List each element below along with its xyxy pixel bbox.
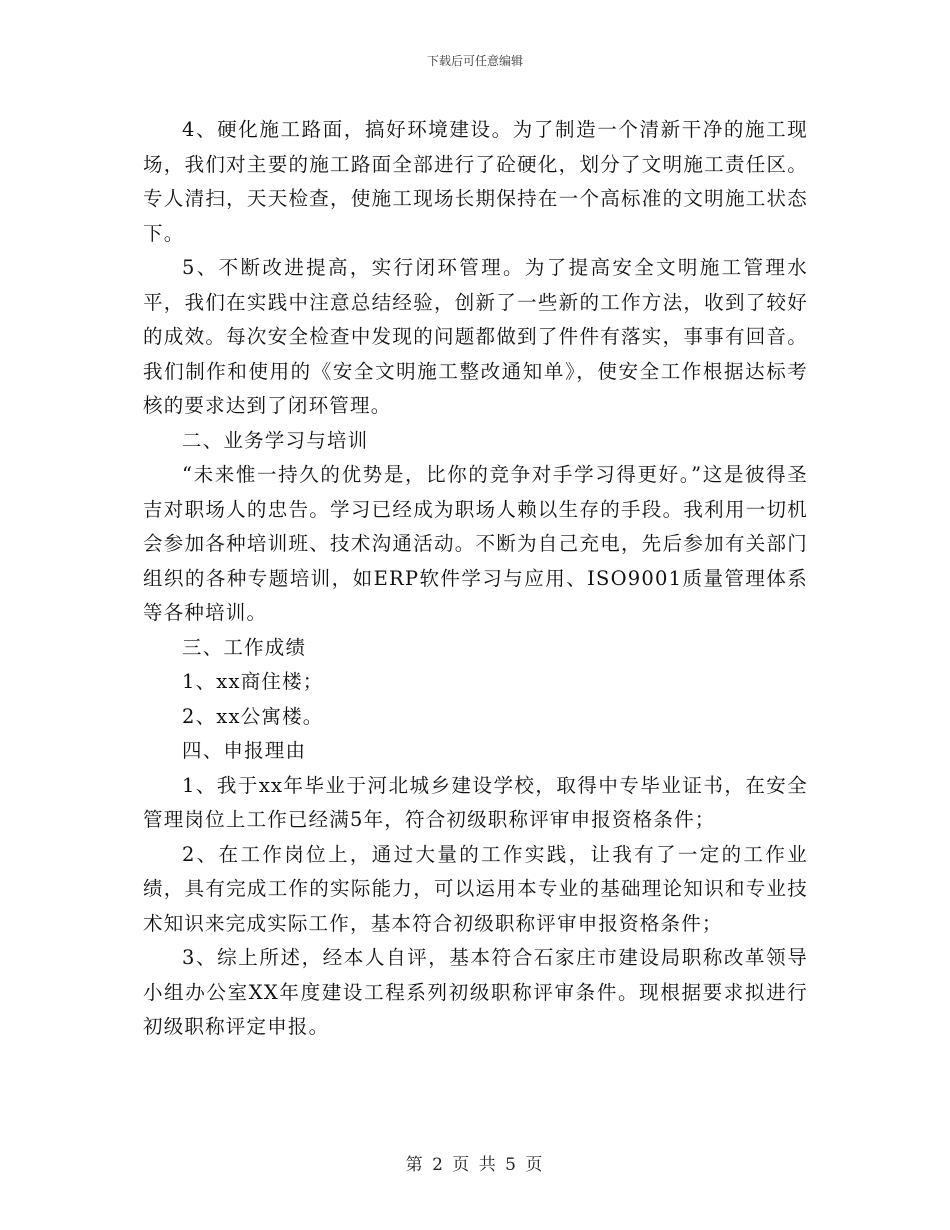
page-header-note: 下载后可任意编辑 — [426, 54, 523, 68]
paragraph-reason-3: 3、综上所述，经本人自评，基本符合石家庄市建设局职称改革领导小组办公室XX年度建设工程系列初级职称评审条件。现根据要求拟进行初级职称评定申报。 — [143, 946, 808, 1038]
paragraph-pavement: 4、硬化施工路面，搞好环境建设。为了制造一个清新干净的施工现场，我们对主要的施工路面全部进行了砼硬化，划分了文明施工责任区。专人清扫，天天检查，使施工现场长期保持在一个高标准的文明施工状态下。 — [143, 118, 808, 245]
page-number: 第 2 页 共 5 页 — [405, 1155, 545, 1175]
list-item-achievement-2: 2、xx公寓楼。 — [182, 704, 324, 728]
document-body — [143, 113, 808, 1045]
paragraph-training: “未来惟一持久的优势是，比你的竞争对手学习得更好。”这是彼得圣吉对职场人的忠告。学习已经成为职场人赖以生存的手段。我利用一切机会参加各种培训班、技术沟通活动。不断为自己充电，先后参加有关部门组织的各种专题培训，如ERP软件学习与应用、ISO9001质量管理体系等各种培训。 — [143, 463, 808, 624]
paragraph-closed-loop: 5、不断改进提高，实行闭环管理。为了提高安全文明施工管理水平，我们在实践中注意总结经验，创新了一些新的工作方法，收到了较好的成效。每次安全检查中发现的问题都做到了件件有落实，事事有回音。我们制作和使用的《安全文明施工整改通知单》，使安全工作根据达标考核的要求达到了闭环管理。 — [143, 256, 808, 417]
list-item-achievement-1: 1、xx商住楼； — [182, 670, 324, 693]
heading-training: 二、业务学习与培训 — [182, 428, 369, 452]
heading-achievements: 三、工作成绩 — [182, 635, 307, 659]
paragraph-reason-2: 2、在工作岗位上，通过大量的工作实践，让我有了一定的工作业绩，具有完成工作的实际能力，可以运用本专业的基础理论知识和专业技术知识来完成实际工作，基本符合初级职称评审申报资格条件； — [143, 842, 808, 935]
heading-reasons: 四、申报理由 — [182, 739, 307, 762]
paragraph-reason-1: 1、我于xx年毕业于河北城乡建设学校，取得中专毕业证书，在安全管理岗位上工作已经满5年，符合初级职称评审申报资格条件； — [143, 773, 808, 831]
